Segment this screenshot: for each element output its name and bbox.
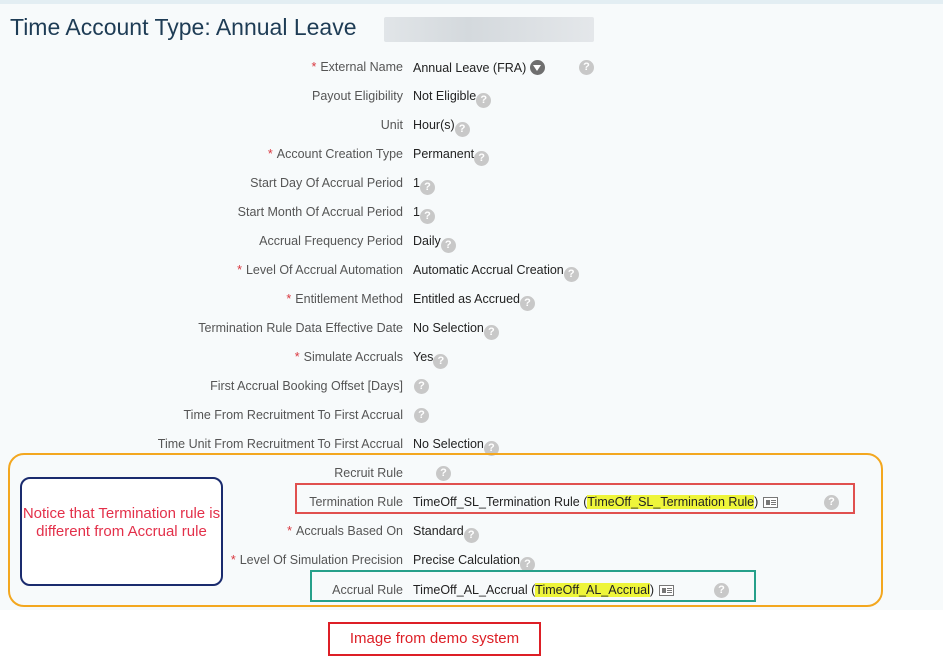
help-icon[interactable]: ? [464, 528, 479, 543]
field-label: Accrual Rule [332, 583, 403, 597]
help-icon[interactable]: ? [476, 93, 491, 108]
required-marker: * [311, 60, 317, 74]
help-icon[interactable]: ? [414, 408, 429, 423]
help-icon[interactable]: ? [420, 180, 435, 195]
help-icon[interactable]: ? [484, 441, 499, 456]
field-row-account-creation-type [0, 144, 943, 166]
field-label: Recruit Rule [334, 466, 403, 480]
field-row-time-from-recruitment [0, 405, 943, 427]
field-label: Time From Recruitment To First Accrual [183, 408, 403, 422]
required-marker: * [237, 263, 242, 277]
annotation-accrual-highlight [310, 570, 756, 602]
field-label: Entitlement Method [295, 292, 403, 306]
field-label: Termination Rule Data Effective Date [198, 321, 403, 335]
field-label: Level Of Simulation Precision [239, 553, 403, 567]
translate-icon[interactable] [530, 60, 545, 75]
help-icon[interactable]: ? [484, 325, 499, 340]
field-row-accrual-automation [0, 260, 943, 282]
field-value: TimeOff_SL_Termination Rule [413, 495, 580, 509]
help-icon[interactable]: ? [441, 238, 456, 253]
field-value: Automatic Accrual Creation [413, 263, 564, 277]
field-label: Start Day Of Accrual Period [250, 176, 403, 190]
field-label: Payout Eligibility [311, 89, 403, 103]
field-row-simulate-accruals [0, 347, 943, 369]
field-row-first-accrual-offset [0, 376, 943, 398]
field-label: Start Month Of Accrual Period [237, 205, 403, 219]
field-label: Simulate Accruals [303, 350, 403, 364]
field-value: Standard [413, 524, 464, 538]
field-label: Termination Rule [309, 495, 403, 509]
field-row-accrual-rule: Accrual Rule TimeOff_AL_Accrual (TimeOff_AL_Accrual) ? [0, 580, 943, 602]
field-value: Not Eligible [413, 89, 477, 103]
field-row-accrual-frequency [0, 231, 943, 253]
help-icon[interactable]: ? [579, 60, 594, 75]
help-icon[interactable]: ? [520, 557, 535, 572]
field-value: Precise Calculation [413, 553, 520, 567]
field-label: Account Creation Type [276, 147, 403, 161]
help-icon[interactable]: ? [824, 495, 839, 510]
field-value: 1 [413, 205, 420, 219]
annotation-termination-highlight [295, 483, 855, 514]
field-value: Permanent [413, 147, 475, 161]
help-icon[interactable]: ? [433, 354, 448, 369]
field-row-termination-effective-date [0, 318, 943, 340]
help-icon[interactable]: ? [714, 583, 729, 598]
field-label: Accruals Based On [296, 524, 403, 538]
help-icon[interactable]: ? [436, 466, 451, 481]
required-marker: * [287, 524, 292, 538]
redacted-area [384, 17, 594, 42]
rule-code: TimeOff_SL_Termination Rule [587, 495, 755, 509]
required-marker: * [286, 292, 292, 306]
help-icon[interactable]: ? [520, 296, 535, 311]
field-row-unit [0, 115, 943, 137]
page-title: Time Account Type: Annual Leave [10, 14, 357, 40]
help-icon[interactable]: ? [420, 209, 435, 224]
field-value: Annual Leave (FRA) [413, 61, 527, 75]
required-marker: * [230, 553, 236, 567]
help-icon[interactable]: ? [414, 379, 429, 394]
field-value: No Selection [413, 437, 484, 451]
field-label: External Name [320, 60, 403, 74]
field-label: Unit [380, 118, 403, 132]
field-label: Level Of Accrual Automation [245, 263, 403, 277]
field-label: Accrual Frequency Period [259, 234, 403, 248]
field-row-start-day [0, 173, 943, 195]
field-value: Daily [413, 234, 441, 248]
annotation-demo-label: Image from demo system [328, 622, 541, 656]
field-value: 1 [413, 176, 420, 190]
field-value: Entitled as Accrued [413, 292, 521, 306]
field-row-entitlement-method [0, 289, 943, 311]
field-row-payout-eligibility [0, 86, 943, 108]
field-value: TimeOff_AL_Accrual [413, 583, 528, 597]
field-label: Time Unit From Recruitment To First Accrual [157, 437, 403, 451]
annotation-notice-text: Notice that Termination rule is different from Accrual rule [22, 505, 221, 540]
rule-code: TimeOff_AL_Accrual [535, 583, 650, 597]
field-row-external-name [0, 57, 943, 79]
required-marker: * [267, 147, 273, 161]
help-icon[interactable]: ? [455, 122, 470, 137]
field-row-start-month [0, 202, 943, 224]
field-value: No Selection [413, 321, 484, 335]
help-icon[interactable]: ? [564, 267, 579, 282]
help-icon[interactable]: ? [474, 151, 489, 166]
field-value: Yes [413, 350, 434, 364]
field-value: Hour(s) [413, 118, 455, 132]
required-marker: * [294, 350, 300, 364]
field-row-termination-rule: Termination Rule TimeOff_SL_Termination Rule (TimeOff_SL_Termination Rule) ? [0, 492, 943, 514]
field-label: First Accrual Booking Offset [Days] [210, 379, 403, 393]
